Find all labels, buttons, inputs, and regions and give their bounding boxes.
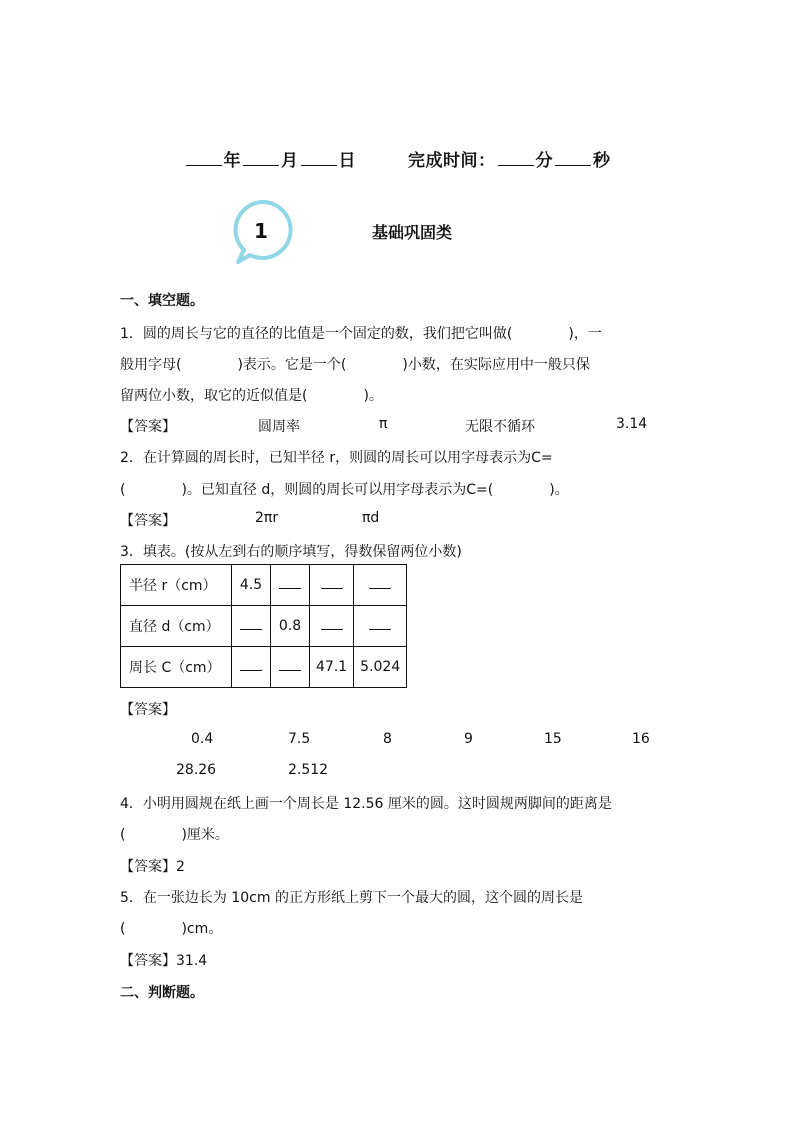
- answer-blank: [369, 578, 391, 589]
- q3-answer-3: 8: [383, 731, 392, 747]
- q3-answer-2: 7.5: [288, 731, 311, 747]
- answer-blank: [279, 578, 301, 589]
- table-cell: 47.1: [310, 647, 354, 688]
- table-cell: [232, 647, 271, 688]
- day-blank: [301, 151, 337, 166]
- q5-line1: 5．在一张边长为 10cm 的正方形纸上剪下一个最大的圆，这个圆的周长是: [120, 890, 583, 906]
- q3-table: [120, 564, 407, 688]
- q1-answer-3: 无限不循环: [465, 419, 535, 435]
- second-label: 秒: [593, 151, 611, 171]
- year-label: 年: [223, 151, 241, 171]
- q4-answer-label: 【答案】: [120, 859, 176, 875]
- row-label-diameter: 直径 d（cm）: [121, 606, 232, 647]
- q5-line2: ( )cm。: [120, 921, 223, 937]
- q3-answer-6: 16: [632, 731, 650, 747]
- table-cell: [271, 565, 310, 606]
- q3-answer-8: 2.512: [288, 762, 329, 778]
- q1-line2: 般用字母( )表示。它是一个( )小数，在实际应用中一般只保: [120, 357, 590, 373]
- table-cell: [232, 606, 271, 647]
- q2-answer-1: 2πr: [255, 510, 279, 526]
- date-header: [0, 146, 794, 171]
- minute-label: 分: [535, 151, 553, 171]
- q1-answer-label: 【答案】: [120, 419, 176, 435]
- minute-blank: [498, 151, 534, 166]
- answer-blank: [279, 660, 301, 671]
- q5-answer: [120, 950, 207, 970]
- q1-answer-1: 圆周率: [258, 419, 300, 435]
- q3-answer-7: 28.26: [176, 762, 217, 778]
- second-blank: [555, 151, 591, 166]
- part2-title: 二、判断题。: [120, 985, 204, 1001]
- q3-answer-1: 0.4: [191, 731, 214, 747]
- q3-answer-label: 【答案】: [120, 702, 176, 718]
- q4-line2: ( )厘米。: [120, 827, 229, 843]
- table-row: [121, 647, 407, 688]
- q3-line1: 3．填表。(按从左到右的顺序填写，得数保留两位小数): [120, 544, 462, 560]
- q5-answer-label: 【答案】: [120, 953, 176, 969]
- year-blank: [186, 151, 222, 166]
- section-badge: [230, 199, 294, 265]
- table-row: [121, 565, 407, 606]
- q4-line1: 4．小明用圆规在纸上画一个周长是 12.56 厘米的圆。这时圆规两脚间的距离是: [120, 796, 612, 812]
- q3-answer-5: 15: [544, 731, 562, 747]
- table-cell: [271, 647, 310, 688]
- table-cell: [310, 565, 354, 606]
- q1-line3: 留两位小数，取它的近似值是( )。: [120, 388, 383, 404]
- q2-line2: ( )。已知直径 d，则圆的周长可以用字母表示为C=( )。: [120, 482, 569, 498]
- badge-number: 1: [254, 219, 268, 243]
- q4-answer: [120, 856, 185, 876]
- q4-answer-value: 2: [176, 859, 185, 875]
- answer-blank: [369, 619, 391, 630]
- table-cell: 5.024: [354, 647, 407, 688]
- table-cell: 0.8: [271, 606, 310, 647]
- month-label: 月: [281, 151, 299, 171]
- row-label-circumference: 周长 C（cm）: [121, 647, 232, 688]
- month-blank: [243, 151, 279, 166]
- q1-answer-2: π: [379, 416, 388, 432]
- q2-answer-label: 【答案】: [120, 513, 176, 529]
- table-cell: [354, 606, 407, 647]
- table-cell: 4.5: [232, 565, 271, 606]
- answer-blank: [240, 660, 262, 671]
- answer-blank: [321, 619, 343, 630]
- table-row: [121, 606, 407, 647]
- q2-answer-2: πd: [362, 510, 380, 526]
- row-label-radius: 半径 r（cm）: [121, 565, 232, 606]
- answer-blank: [240, 619, 262, 630]
- table-cell: [310, 606, 354, 647]
- q2-line1: 2．在计算圆的周长时，已知半径 r，则圆的周长可以用字母表示为C=: [120, 450, 553, 466]
- part1-title: 一、填空题。: [120, 293, 204, 309]
- q1-line1: 1．圆的周长与它的直径的比值是一个固定的数，我们把它叫做( )，一: [120, 326, 602, 342]
- table-cell: [354, 565, 407, 606]
- time-label: 完成时间：: [408, 151, 496, 171]
- q3-answer-4: 9: [464, 731, 473, 747]
- answer-blank: [321, 578, 343, 589]
- section-title: 基础巩固类: [372, 223, 453, 242]
- day-label: 日: [338, 151, 356, 171]
- q1-answer-4: 3.14: [616, 416, 648, 432]
- speech-bubble-icon: [230, 199, 294, 265]
- q5-answer-value: 31.4: [176, 953, 208, 969]
